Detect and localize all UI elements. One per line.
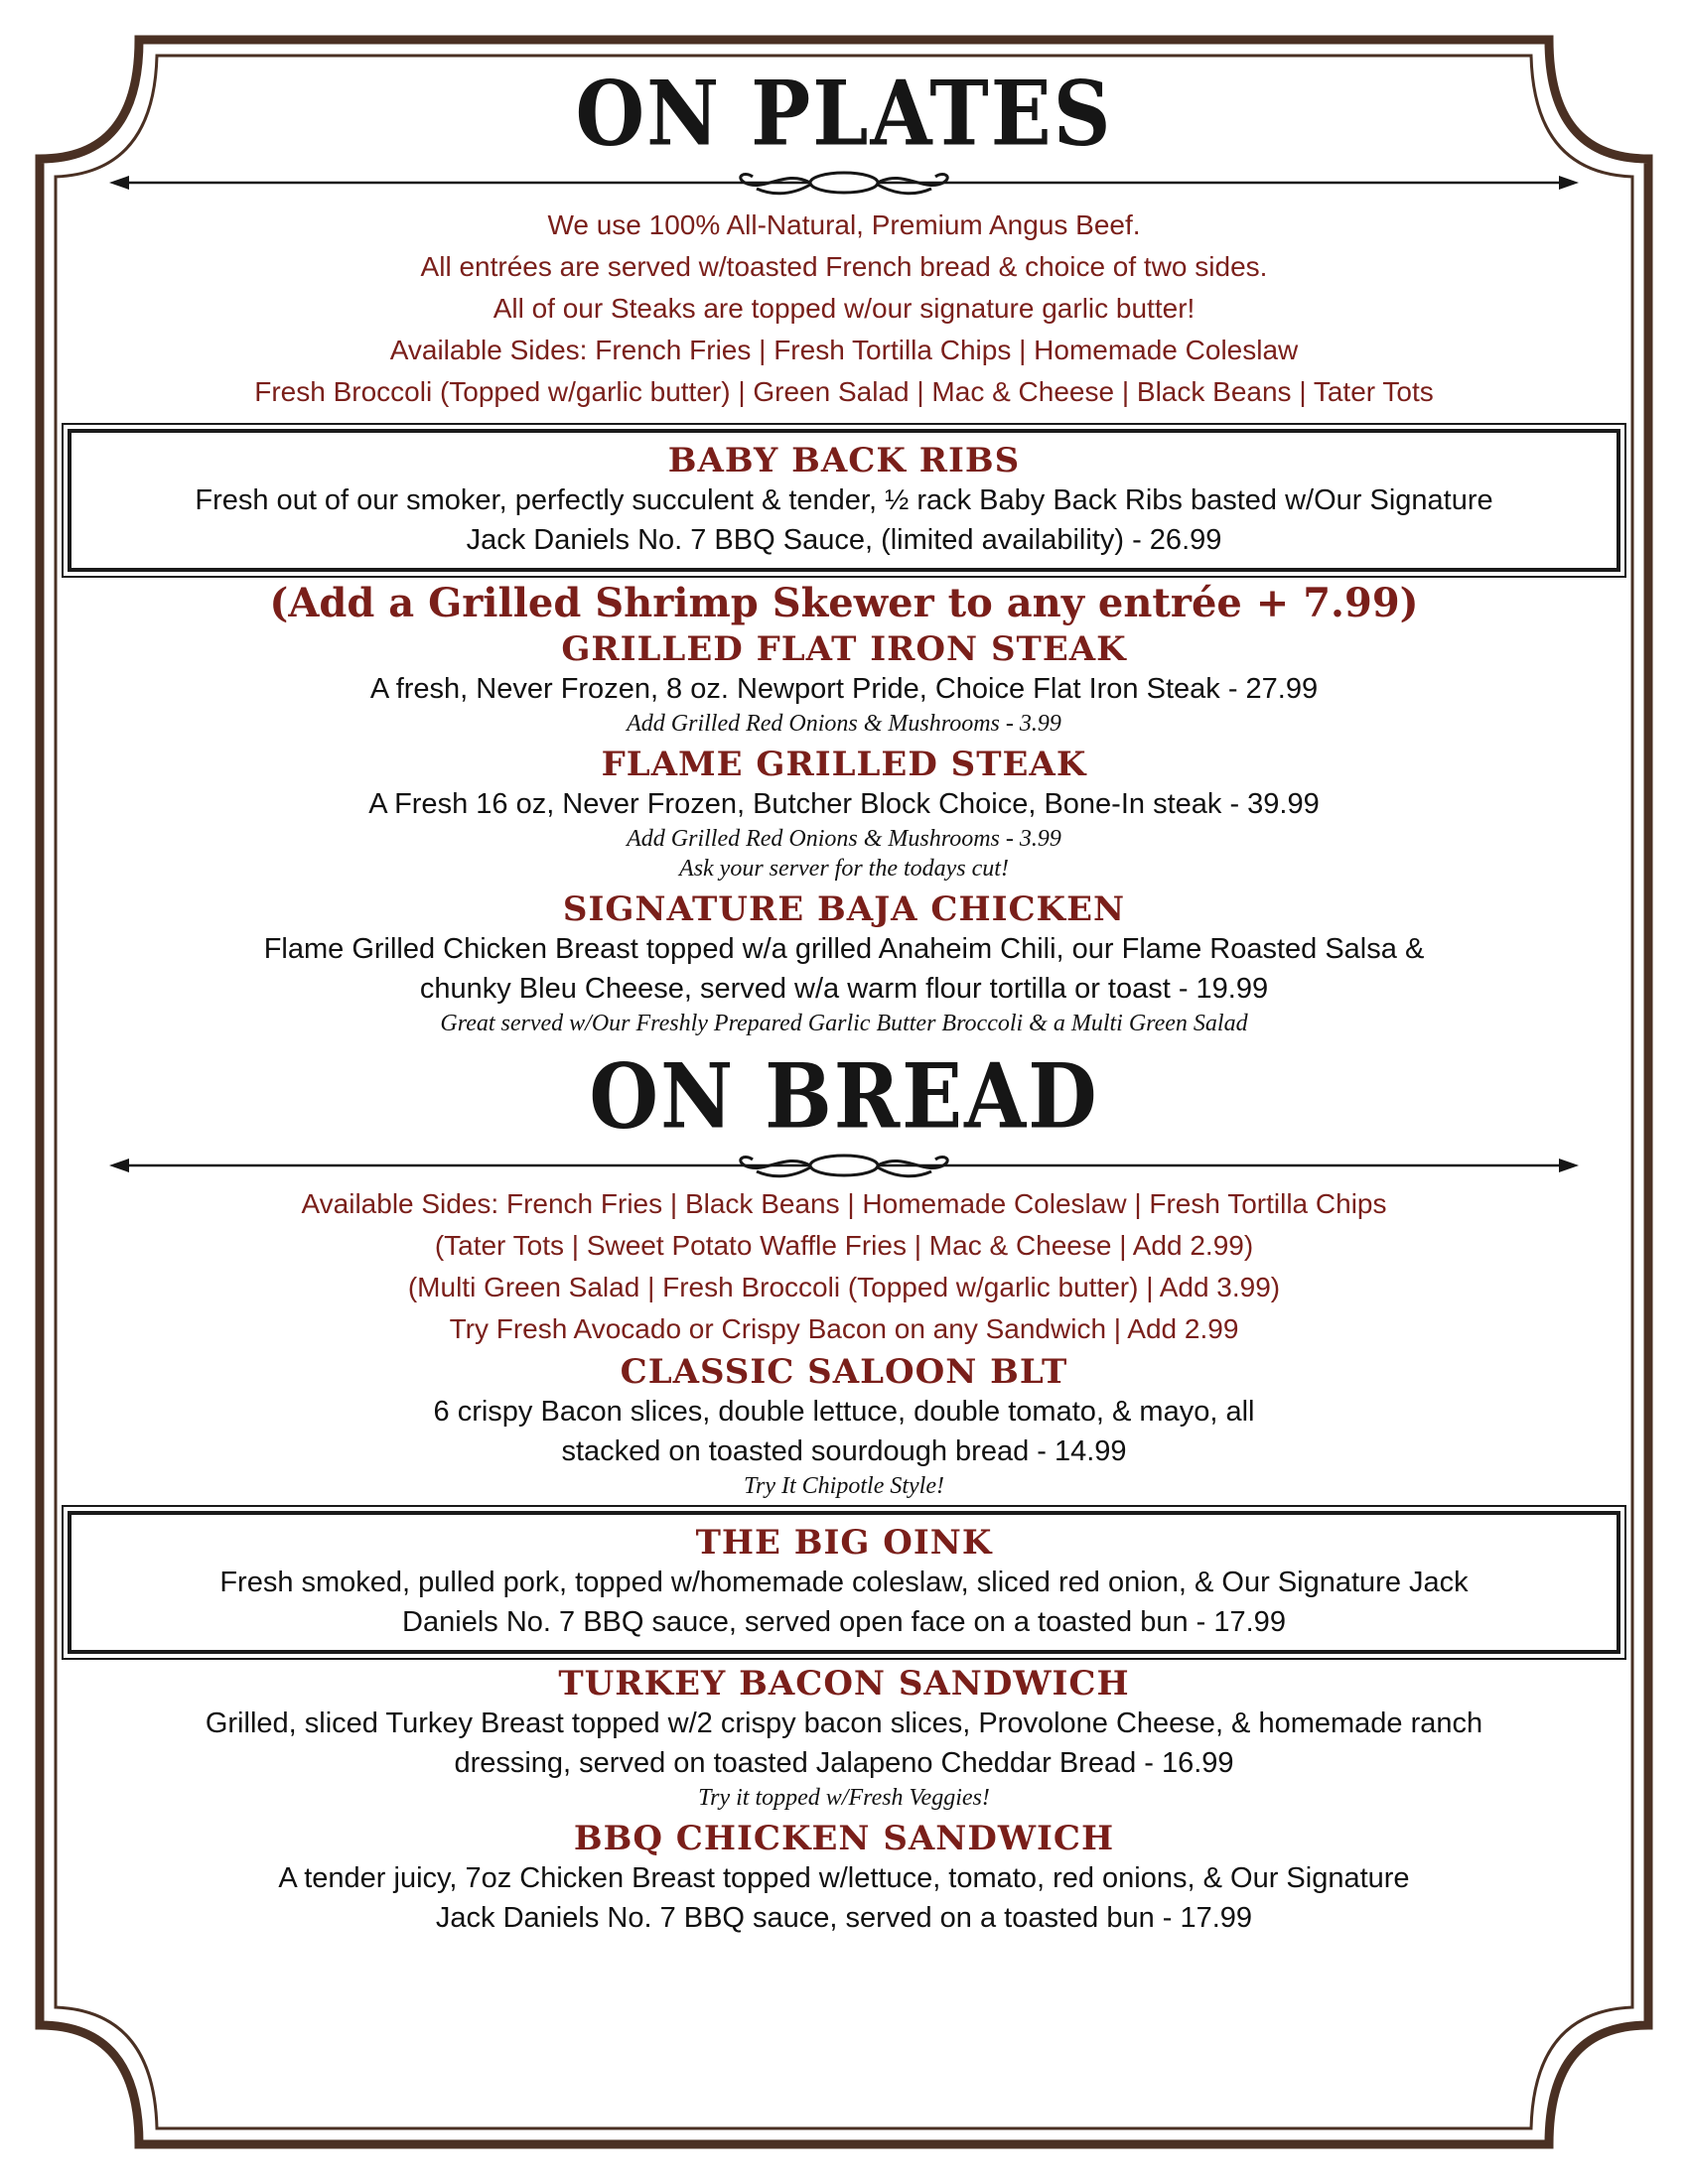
intro-line: (Multi Green Salad | Fresh Broccoli (Topped w/garlic butter) | Add 3.99) — [407, 1272, 1281, 1302]
item-note: Ask your server for the todays cut! — [679, 856, 1009, 882]
item-desc: 6 crispy Bacon slices, double lettuce, double tomato, & mayo, all — [433, 1396, 1255, 1428]
addon-shrimp: (Add a Grilled Shrimp Skewer to any entrée + 7.99) — [269, 580, 1419, 626]
featured-box-big-oink — [68, 1511, 1620, 1654]
menu-item-flame-steak — [60, 745, 1628, 884]
menu-item-flat-iron — [60, 629, 1628, 739]
divider-ornament — [109, 165, 1579, 201]
item-note: Try It Chipotle Style! — [744, 1473, 944, 1499]
featured-box-ribs — [68, 429, 1620, 572]
item-desc: Daniels No. 7 BBQ sauce, served open face on a toasted bun - 17.99 — [402, 1606, 1286, 1638]
item-desc: stacked on toasted sourdough bread - 14.99 — [561, 1435, 1127, 1467]
item-desc: Jack Daniels No. 7 BBQ Sauce, (limited availability) - 26.99 — [466, 524, 1222, 556]
item-name-bbq-chicken-sandwich: BBQ CHICKEN SANDWICH — [573, 1819, 1115, 1858]
intro-line: Fresh Broccoli (Topped w/garlic butter) | Green Salad | Mac & Cheese | Black Beans | Tater Tots — [254, 376, 1434, 407]
intro-line: All of our Steaks are topped w/our signature garlic butter! — [492, 293, 1196, 324]
item-name-baby-back-ribs: BABY BACK RIBS — [667, 441, 1021, 480]
plates-title: ON PLATES — [575, 61, 1113, 166]
item-note: Add Grilled Red Onions & Mushrooms - 3.99 — [627, 711, 1061, 737]
intro-line: We use 100% All-Natural, Premium Angus Beef. — [547, 209, 1141, 240]
item-name-turkey-bacon-sandwich: TURKEY BACON SANDWICH — [558, 1664, 1130, 1704]
bread-title: ON BREAD — [589, 1043, 1099, 1149]
item-name-flat-iron-steak: GRILLED FLAT IRON STEAK — [561, 629, 1127, 669]
item-desc: dressing, served on toasted Jalapeno Cheddar Bread - 16.99 — [454, 1747, 1234, 1779]
item-desc: Grilled, sliced Turkey Breast topped w/2 crispy bacon slices, Provolone Cheese, & homemade ranch — [205, 1707, 1483, 1739]
item-desc: A tender juicy, 7oz Chicken Breast topped w/lettuce, tomato, red onions, & Our Signature — [278, 1862, 1410, 1894]
item-desc: Fresh smoked, pulled pork, topped w/homemade coleslaw, sliced red onion, & Our Signature Jack — [219, 1567, 1469, 1598]
item-desc: chunky Bleu Cheese, served w/a warm flour tortilla or toast - 19.99 — [419, 973, 1269, 1005]
menu-item-baja-chicken — [60, 889, 1628, 1038]
item-desc: A fresh, Never Frozen, 8 oz. Newport Pride, Choice Flat Iron Steak - 27.99 — [369, 673, 1319, 705]
item-name-baja-chicken: SIGNATURE BAJA CHICKEN — [562, 889, 1126, 929]
intro-line: Try Fresh Avocado or Crispy Bacon on any Sandwich | Add 2.99 — [449, 1313, 1239, 1344]
intro-line: All entrées are served w/toasted French bread & choice of two sides. — [420, 251, 1268, 282]
item-desc: A Fresh 16 oz, Never Frozen, Butcher Block Choice, Bone-In steak - 39.99 — [368, 788, 1320, 820]
item-note: Try it topped w/Fresh Veggies! — [698, 1785, 990, 1811]
item-desc: Fresh out of our smoker, perfectly succulent & tender, ½ rack Baby Back Ribs basted w/Our Signature — [195, 484, 1493, 516]
divider-ornament — [109, 1148, 1579, 1183]
menu-item-bbq-chicken — [60, 1819, 1628, 1938]
intro-line: (Tater Tots | Sweet Potato Waffle Fries | Mac & Cheese | Add 2.99) — [434, 1230, 1254, 1261]
intro-line: Available Sides: French Fries | Fresh Tortilla Chips | Homemade Coleslaw — [389, 335, 1299, 365]
plates-intro — [60, 205, 1628, 413]
item-desc: Jack Daniels No. 7 BBQ sauce, served on a toasted bun - 17.99 — [435, 1902, 1253, 1934]
item-note: Great served w/Our Freshly Prepared Garlic Butter Broccoli & a Multi Green Salad — [440, 1011, 1248, 1036]
item-name-classic-saloon-blt: CLASSIC SALOON BLT — [620, 1352, 1068, 1392]
item-name-flame-grilled-steak: FLAME GRILLED STEAK — [601, 745, 1087, 784]
menu-item-turkey-bacon — [60, 1664, 1628, 1813]
item-name-big-oink: THE BIG OINK — [695, 1523, 993, 1563]
item-note: Add Grilled Red Onions & Mushrooms - 3.99 — [627, 826, 1061, 852]
intro-line: Available Sides: French Fries | Black Beans | Homemade Coleslaw | Fresh Tortilla Chips — [301, 1188, 1387, 1219]
menu-item-blt — [60, 1352, 1628, 1501]
item-desc: Flame Grilled Chicken Breast topped w/a grilled Anaheim Chili, our Flame Roasted Salsa & — [263, 933, 1425, 965]
bread-intro — [60, 1183, 1628, 1350]
